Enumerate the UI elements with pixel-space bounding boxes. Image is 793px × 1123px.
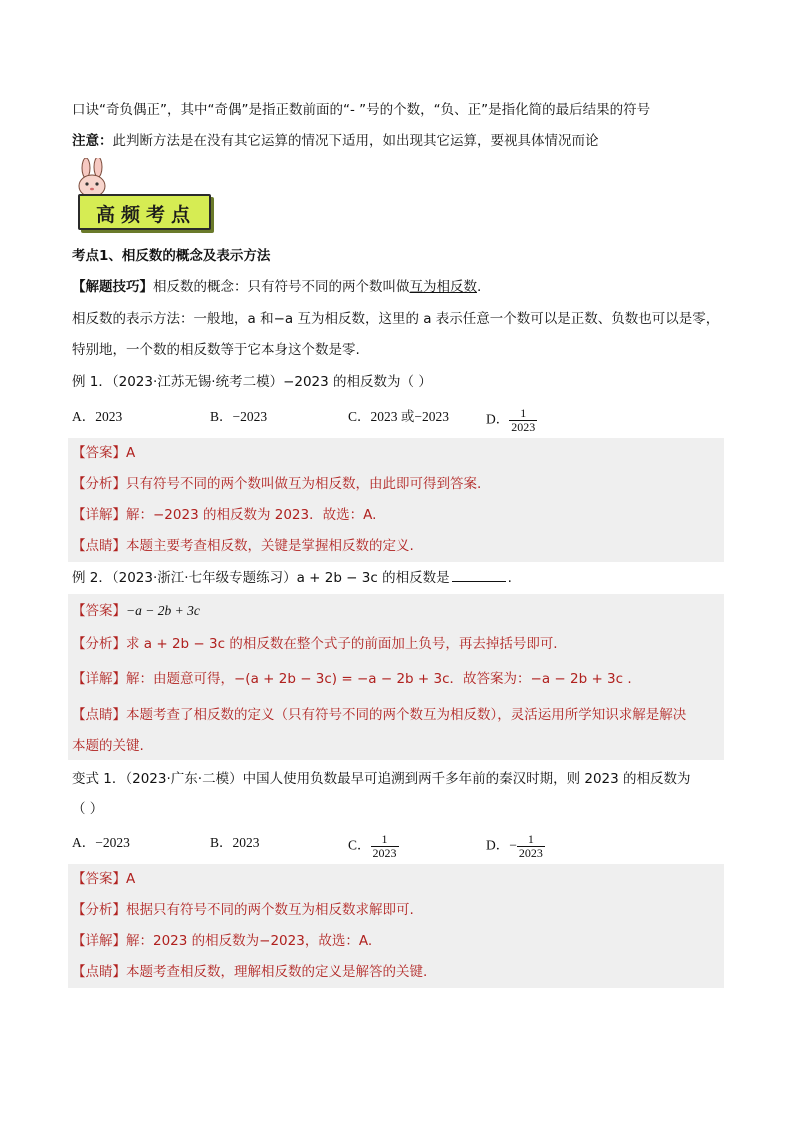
note-text: 此判断方法是在没有其它运算的情况下适用，如出现其它运算，要视具体情况而论 — [112, 133, 599, 149]
var1-question-line1: 变式 1．（2023·广东·二模）中国人使用负数最早可追溯到两千多年前的秦汉时期，则 2023 的相反数为 — [72, 771, 691, 787]
ex1-analysis — [72, 474, 481, 494]
ex2-question-end: . — [507, 570, 512, 586]
analysis-text: 根据只有符号不同的两个数互为相反数求解即可. — [126, 902, 414, 918]
comment-text: 本题主要考查相反数，关键是掌握相反数的定义. — [126, 538, 414, 554]
frac-numerator: 1 — [509, 407, 537, 421]
intro-note — [72, 131, 599, 151]
frac-denominator: 2023 — [518, 846, 543, 860]
answer-label: 【答案】 — [72, 603, 126, 619]
answer-value: A — [126, 445, 136, 461]
tip-text-b: . — [477, 279, 482, 295]
ex1-option-d-prefix: D． — [486, 411, 510, 427]
frac-denominator: 2023 — [511, 420, 536, 434]
var1-option-c — [348, 833, 399, 860]
ex2-comment-line2: 本题的关键. — [72, 738, 144, 754]
detail-label: 【详解】 — [72, 507, 126, 523]
answer-label: 【答案】 — [72, 445, 126, 461]
detail-label: 【详解】 — [72, 933, 126, 949]
ex1-option-a: A．2023 — [72, 409, 123, 424]
comment-label: 【点睛】 — [72, 964, 126, 980]
tip-label: 【解题技巧】 — [72, 279, 153, 295]
high-frequency-badge — [78, 194, 211, 230]
kp1-title: 考点1、相反数的概念及表示方法 — [72, 248, 271, 264]
var1-comment — [72, 962, 427, 982]
answer-value: A — [126, 871, 136, 887]
ex1-comment — [72, 536, 414, 556]
ex2-comment-line1 — [72, 705, 686, 725]
var1-option-c-prefix: C． — [348, 837, 371, 853]
frac-numerator: 1 — [517, 833, 545, 847]
var1-option-c-fraction — [371, 833, 399, 860]
frac-numerator: 1 — [371, 833, 399, 847]
ex2-question — [72, 568, 512, 588]
badge-label: 高频考点 — [96, 204, 197, 226]
ex2-detail — [72, 669, 632, 689]
comment-text: 本题考查了相反数的定义（只有符号不同的两个数互为相反数），灵活运用所学知识求解是解决 — [126, 707, 687, 723]
comment-label: 【点睛】 — [72, 538, 126, 554]
var1-detail — [72, 931, 372, 951]
tip-text-underlined: 互为相反数 — [409, 279, 477, 295]
kp1-repr-line1: 相反数的表示方法：一般地，a 和−a 互为相反数，这里的 a 表示任意一个数可以是正数、负数也可以是零， — [72, 311, 720, 327]
tip-text-a: 相反数的概念：只有符号不同的两个数叫做 — [153, 279, 410, 295]
kp1-repr-line2: 特别地，一个数的相反数等于它本身这个数是零. — [72, 342, 360, 358]
var1-analysis — [72, 900, 414, 920]
var1-option-d-prefix: D．− — [486, 837, 517, 853]
var1-option-a: A．−2023 — [72, 835, 130, 850]
answer-label: 【答案】 — [72, 871, 126, 887]
var1-option-b: B．2023 — [210, 835, 260, 850]
intro-rule-line: 口诀“奇负偶正”，其中“奇偶”是指正数前面的“- ”号的个数，“负、正”是指化简的最后结果的符号 — [72, 102, 651, 118]
comment-label: 【点睛】 — [72, 707, 126, 723]
answer-value: −a − 2b + 3c — [126, 603, 200, 618]
ex2-question-text: 例 2．（2023·浙江·七年级专题练习）a + 2b − 3c 的相反数是 — [72, 570, 450, 586]
var1-option-d-fraction — [517, 833, 545, 860]
comment-text: 本题考查相反数，理解相反数的定义是解答的关键. — [126, 964, 428, 980]
analysis-label: 【分析】 — [72, 902, 126, 918]
ex2-analysis — [72, 634, 558, 654]
var1-option-d — [486, 833, 545, 860]
analysis-text: 求 a + 2b − 3c 的相反数在整个式子的前面加上负号，再去掉括号即可. — [126, 636, 558, 652]
answer-blank — [452, 569, 506, 582]
ex1-option-c: C．2023 或−2023 — [348, 409, 449, 424]
ex1-answer — [72, 443, 135, 463]
detail-text: 解：由题意可得，−(a + 2b − 3c) = −a − 2b + 3c．故答案为：−a − 2b + 3c . — [126, 671, 632, 687]
ex1-option-d — [486, 407, 537, 434]
ex1-question: 例 1．（2023·江苏无锡·统考二模）−2023 的相反数为（ ） — [72, 374, 432, 390]
ex2-answer — [72, 601, 200, 621]
frac-denominator: 2023 — [372, 846, 397, 860]
detail-label: 【详解】 — [72, 671, 126, 687]
detail-text: 解：2023 的相反数为−2023，故选：A. — [126, 933, 373, 949]
ex1-option-b: B．−2023 — [210, 409, 268, 424]
analysis-label: 【分析】 — [72, 476, 126, 492]
analysis-label: 【分析】 — [72, 636, 126, 652]
detail-text: 解：−2023 的相反数为 2023．故选：A. — [126, 507, 377, 523]
var1-question-line2: （ ） — [72, 801, 104, 817]
ex1-detail — [72, 505, 376, 525]
analysis-text: 只有符号不同的两个数叫做互为相反数，由此即可得到答案. — [126, 476, 482, 492]
ex1-option-d-fraction — [509, 407, 537, 434]
note-label: 注意： — [72, 133, 113, 149]
var1-answer — [72, 869, 135, 889]
kp1-tip — [72, 277, 481, 297]
